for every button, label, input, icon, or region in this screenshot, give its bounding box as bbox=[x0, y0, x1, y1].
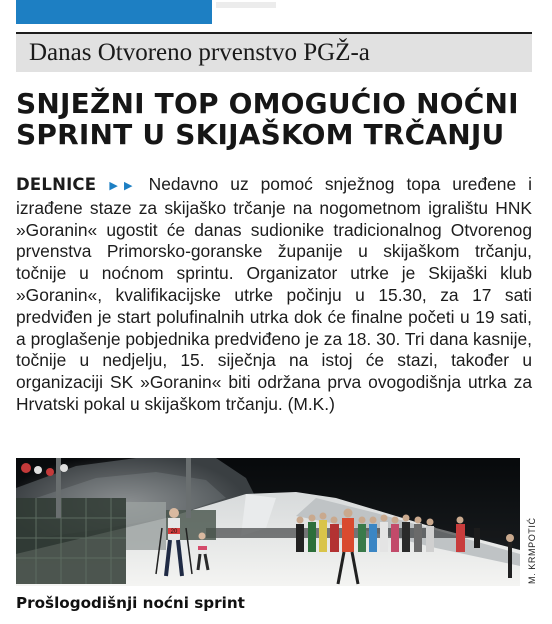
photo-credit: M. KRMPOTIĆ bbox=[527, 517, 537, 584]
article-body bbox=[16, 174, 532, 416]
photo-caption: Prošlogodišnji noćni sprint bbox=[16, 594, 245, 612]
section-color-bar bbox=[16, 0, 212, 24]
faint-top-strip bbox=[216, 2, 276, 8]
kicker-text: Danas Otvoreno prvenstvo PGŽ-a bbox=[29, 39, 370, 66]
double-arrow-icon: ▶▶ bbox=[102, 180, 139, 192]
article-photo bbox=[16, 458, 520, 586]
dateline: DELNICE bbox=[16, 175, 97, 194]
night-sprint-photo bbox=[16, 458, 520, 586]
article-text: Nedavno uz pomoć snježnog topa uređene i izrađene staze za skijaško trčanje na nogometnom igralištu HNK »Goranin« ugostit će danas sudionike tradicionalnog Otvorenog prvenstva Primorsko-goranske županije u skijaškom trčanju, točnije u noćnom sprintu. Organizator utrke je Skijaški klub »Goranin«, kvalifikacijske utrke počinju u 15.30, za 17 sati predviđen je start polufinalnih utrka dok će finalne početi u 19 sati, a proglašenje pobjednika predviđeno je za 18. 30. Tri dana kasnije, točnije u nedjelju, 15. siječnja na istoj će stazi, također u organizaciji SK »Goranin« biti održana prva ovogodišnja utrka za Hrvatski pokal u skijaškom trčanju. (M.K.) bbox=[16, 174, 532, 414]
kicker-box bbox=[16, 32, 532, 72]
headline: SNJEŽNI TOP OMOGUĆIO NOĆNI SPRINT U SKIJAŠKOM TRČANJU bbox=[16, 87, 519, 151]
bib-number: 20 bbox=[170, 529, 178, 535]
